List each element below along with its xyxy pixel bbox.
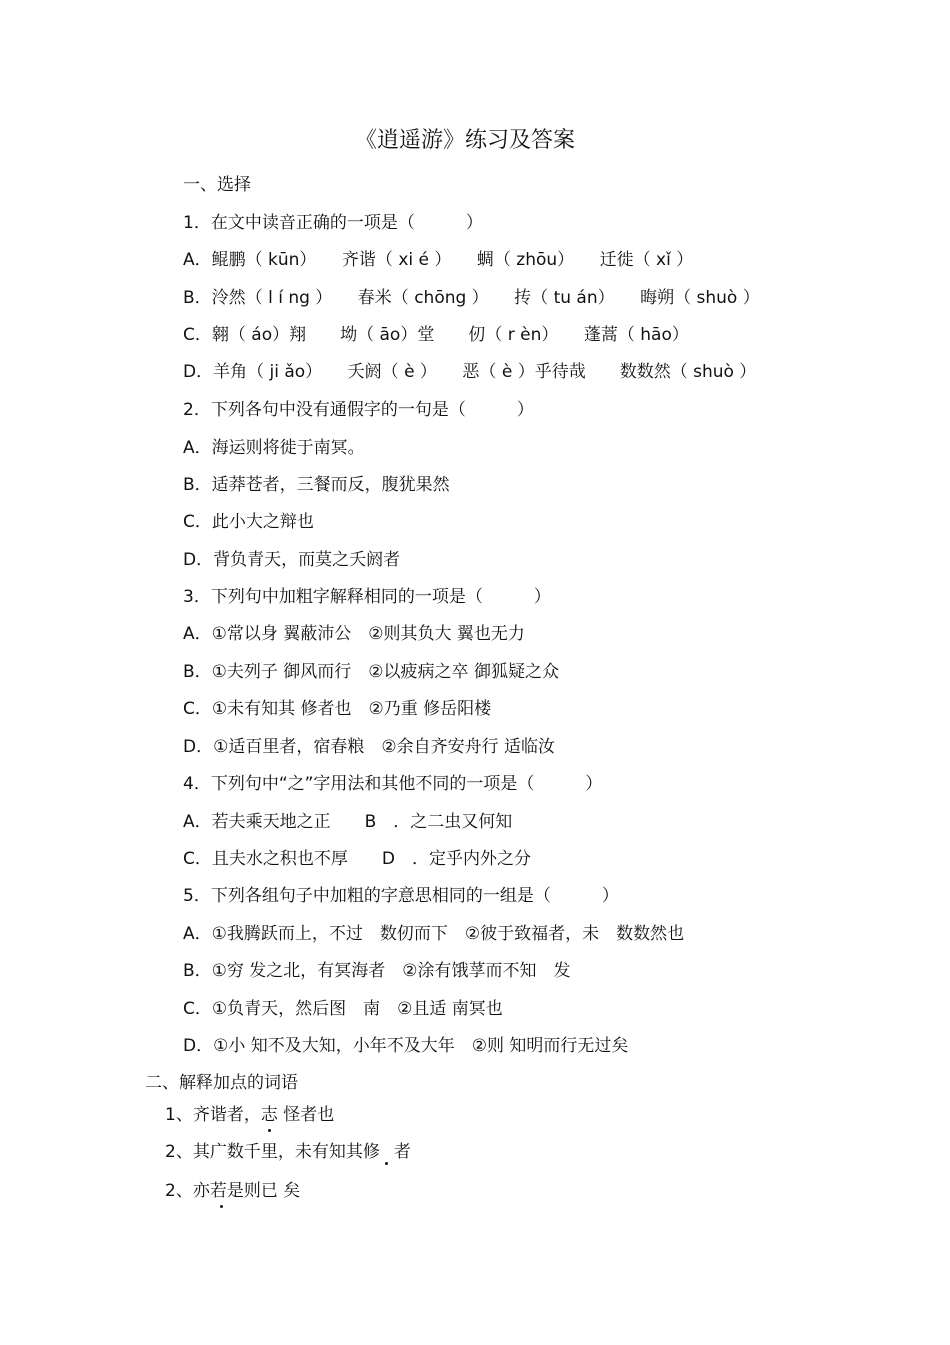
q3-option-d: D．①适百里者，宿春粮 ②余自齐安舟行 适临汝 <box>183 737 555 757</box>
page-title: 《逍遥游》练习及答案 <box>355 128 576 153</box>
q5-option-b: B．①穷 发之北，有冥海者 ②涂有饿莩而不知 发 <box>183 961 571 981</box>
q5-stem: 5．下列各组句子中加粗的字意思相同的一组是（ ） <box>183 886 619 906</box>
s2-item-1-pre: 1、齐谐者， <box>165 1105 261 1125</box>
s2-item-1 <box>165 1104 334 1126</box>
q4-option-cd: C．且夫水之积也不厚 D ．定乎内外之分 <box>183 849 531 869</box>
q3-option-a: A．①常以身 翼蔽沛公 ②则其负大 翼也无力 <box>183 624 525 644</box>
q1-option-d: D．羊角（ ji ǎo） 夭阏（ è ） 恶（ è ）乎待哉 数数然（ shuò ） <box>183 362 757 382</box>
q2-option-a: A．海运则将徙于南冥。 <box>183 438 365 458</box>
q3-stem: 3．下列句中加粗字解释相同的一项是（ ） <box>183 587 551 607</box>
q1-option-c: C．翱（ áo）翔 坳（ āo）堂 仞（ r èn） 蓬蒿（ hāo） <box>183 325 689 345</box>
q2-stem: 2．下列各句中没有通假字的一句是（ ） <box>183 400 534 420</box>
q1-option-b: B．泠然（ l í ng ） 春米（ chōng ） 抟（ tu án） 晦朔（ shuò ） <box>183 288 760 308</box>
s2-item-1-dotted-word: 志 <box>260 1105 278 1125</box>
q5-option-d: D．①小 知不及大知，小年不及大年 ②则 知明而行无过矣 <box>183 1036 629 1056</box>
s2-item-2-pre: 2、其广数千里，未有知其修 <box>165 1142 380 1162</box>
s2-item-3 <box>165 1180 300 1202</box>
q3-option-c: C．①未有知其 修者也 ②乃重 修岳阳楼 <box>183 699 492 719</box>
q4-option-ab: A．若夫乘天地之正 B ．之二虫又何知 <box>183 812 513 832</box>
s2-item-2-post: 者 <box>393 1142 411 1162</box>
q2-option-d: D．背负青天，而莫之夭阏者 <box>183 550 401 570</box>
q5-option-a: A．①我腾跃而上，不过 数仞而下 ②彼于致福者，未 数数然也 <box>183 924 685 944</box>
s2-item-3-post: 矣 <box>277 1181 301 1201</box>
section2-heading: 二、解释加点的词语 <box>145 1073 298 1093</box>
q2-option-c: C．此小大之辩也 <box>183 512 314 532</box>
s2-item-2 <box>165 1141 411 1163</box>
s2-item-1-post: 怪者也 <box>277 1105 335 1125</box>
q1-option-a: A．鲲鹏（ kūn） 齐谐（ xi é ） 蜩（ zhōu） 迁徙（ xǐ ） <box>183 250 694 270</box>
s2-item-3-pre: 2、亦若是则已 <box>165 1181 278 1201</box>
q5-option-c: C．①负青天，然后图 南 ②且适 南冥也 <box>183 999 503 1019</box>
q4-stem: 4．下列句中“之”字用法和其他不同的一项是（ ） <box>183 774 603 794</box>
section1-heading: 一、选择 <box>183 175 251 195</box>
q2-option-b: B．适莽苍者，三餐而反，腹犹果然 <box>183 475 450 495</box>
q1-stem: 1．在文中读音正确的一项是（ ） <box>183 213 483 233</box>
q3-option-b: B．①夫列子 御风而行 ②以疲病之卒 御狐疑之众 <box>183 662 559 682</box>
